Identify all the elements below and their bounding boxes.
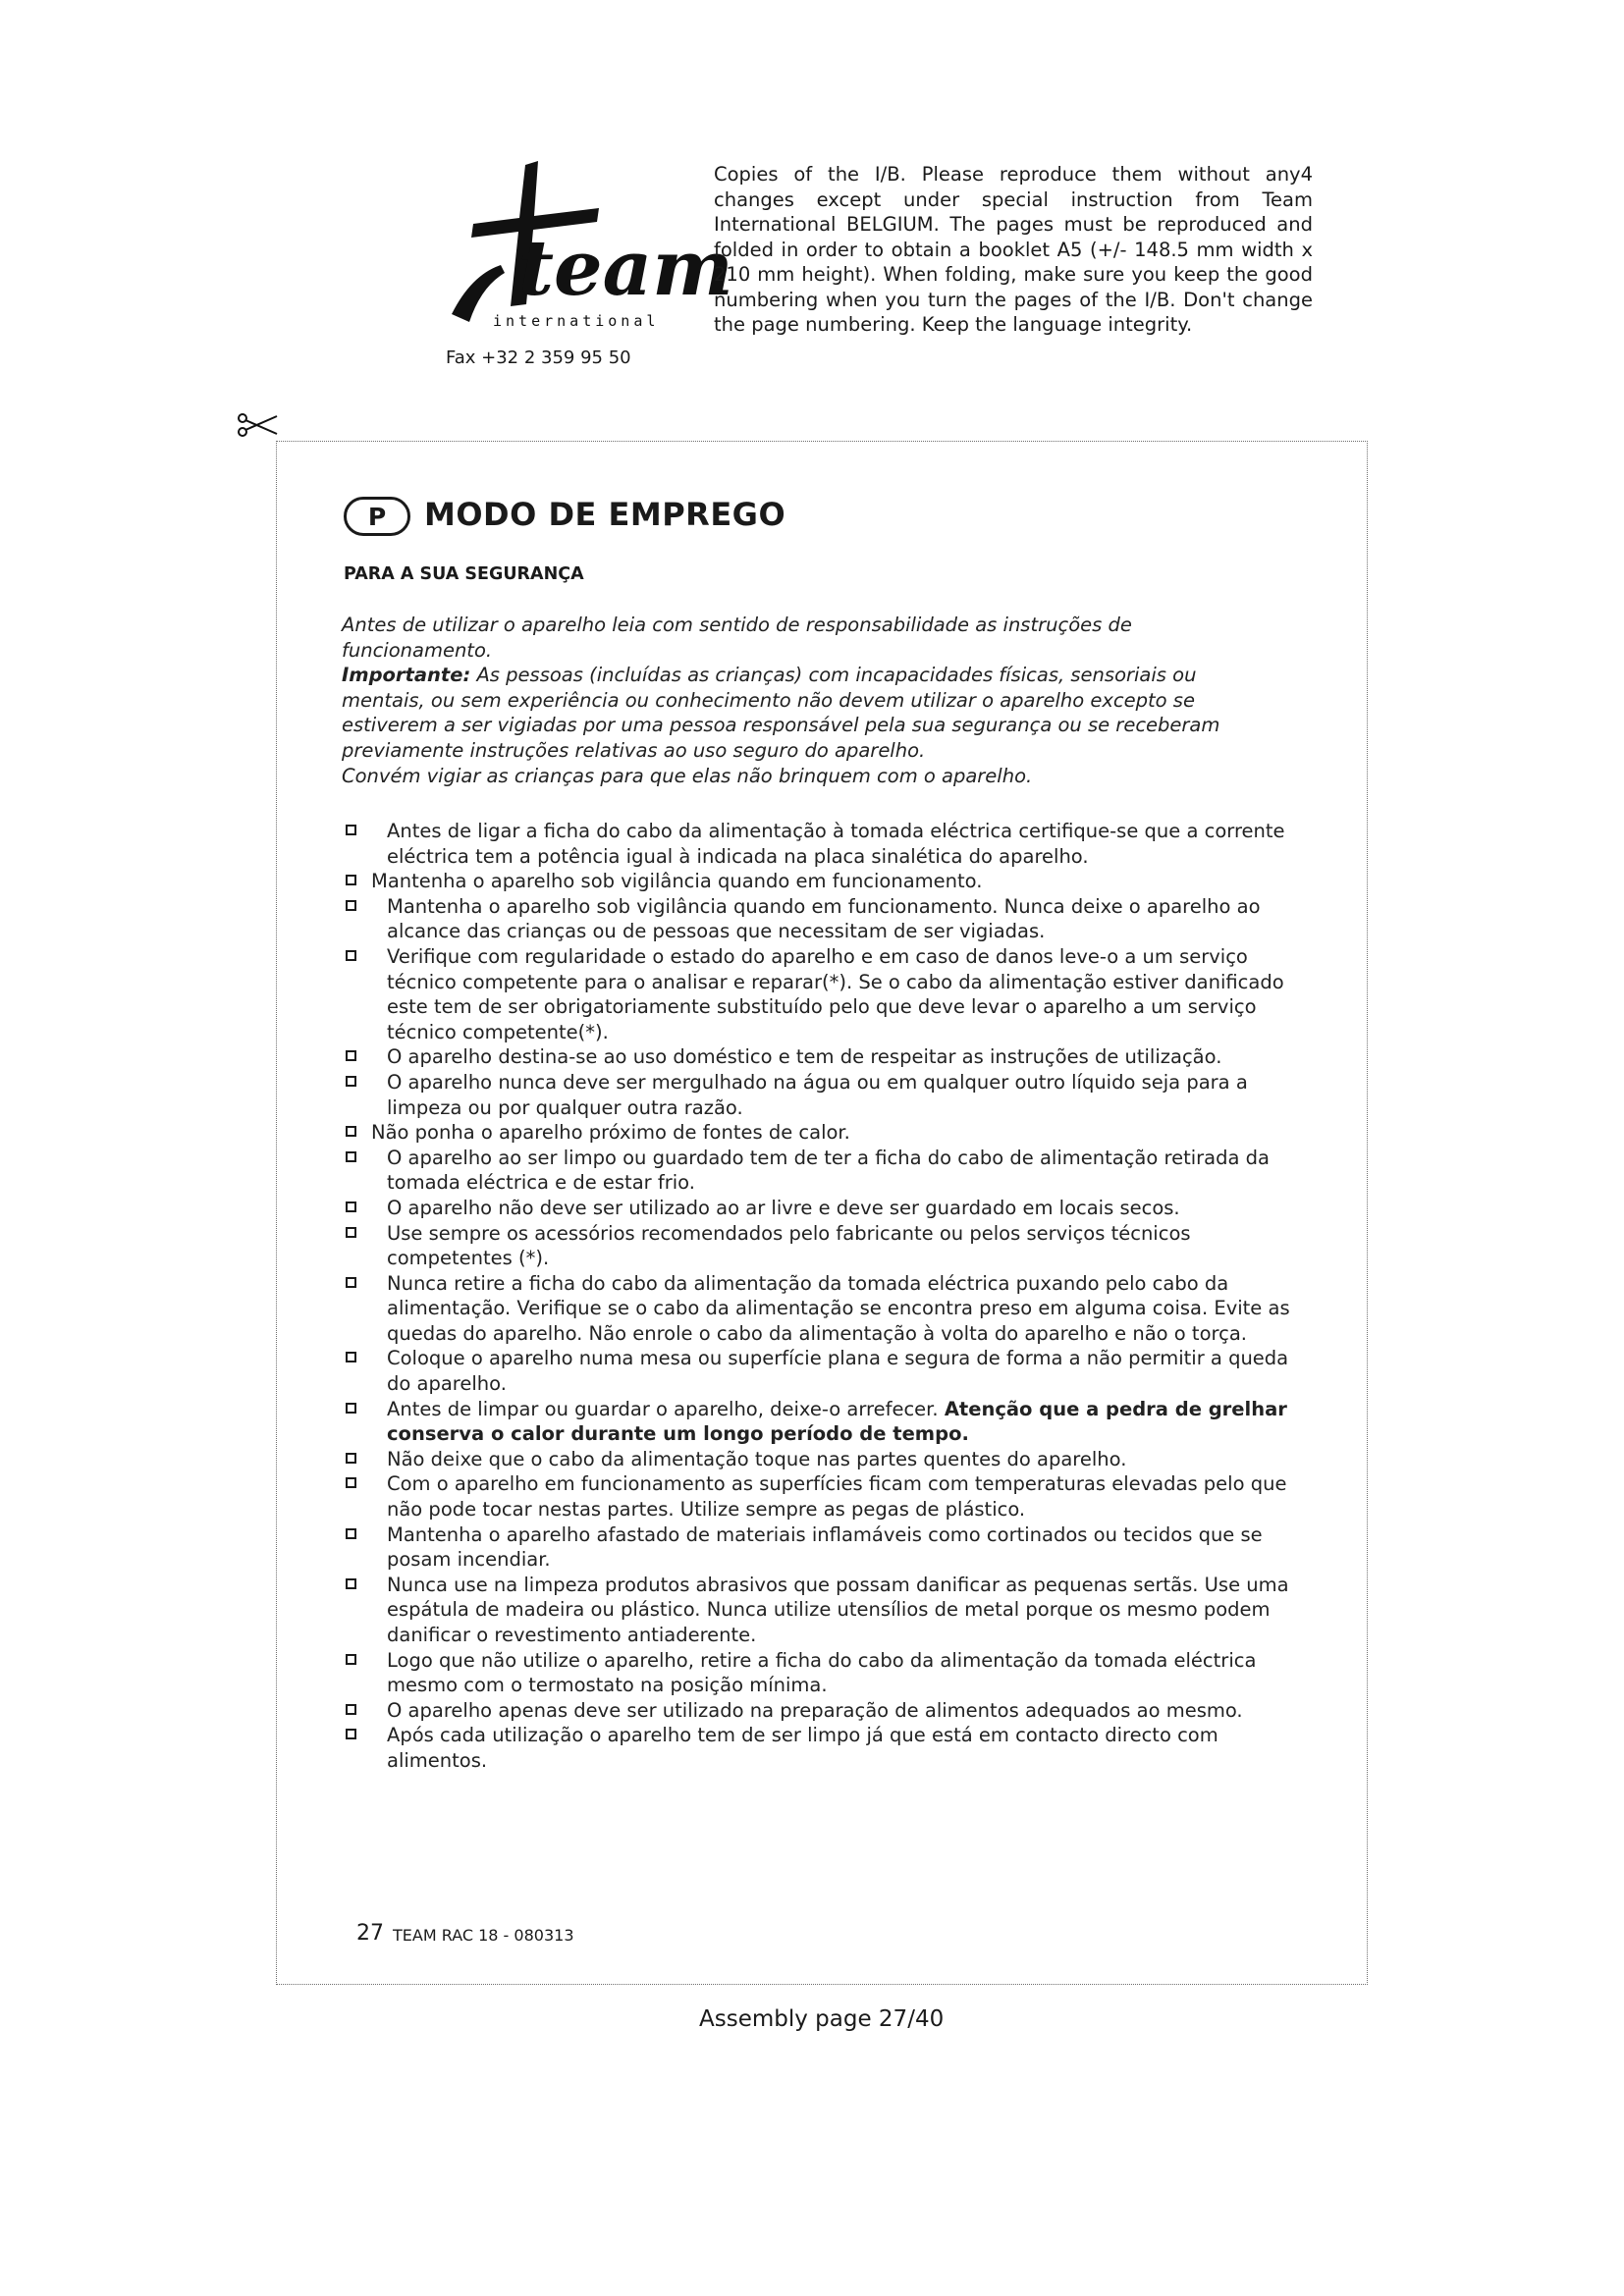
list-item: O aparelho ao ser limpo ou guardado tem de ter a ficha do cabo de alimentação retirada da tomada eléctrica e de estar frio. xyxy=(344,1146,1301,1196)
list-item: Antes de ligar a ficha do cabo da alimentação à tomada eléctrica certifique-se que a corrente eléctrica tem a potência igual à indicada na placa sinalética do aparelho. xyxy=(344,819,1301,869)
list-item: Nunca use na limpeza produtos abrasivos que possam danificar as pequenas sertãs. Use uma espátula de madeira ou plástico. Nunca utilize utensílios de metal porque os mesmo podem danificar o revestimento antiaderente. xyxy=(344,1573,1301,1648)
page-title: MODO DE EMPREGO xyxy=(424,496,786,533)
list-item: Não ponha o aparelho próximo de fontes de calor. xyxy=(344,1120,1301,1146)
checkbox-icon xyxy=(346,950,356,961)
list-item: Antes de limpar ou guardar o aparelho, deixe-o arrefecer. Atenção que a pedra de grelhar conserva o calor durante um longo período de tempo. xyxy=(344,1397,1301,1447)
fax-number: Fax +32 2 359 95 50 xyxy=(446,347,631,368)
model-code: TEAM RAC 18 - 080313 xyxy=(393,1926,574,1945)
intro-text xyxy=(342,613,1284,788)
list-item: Nunca retire a ficha do cabo da alimentação da tomada eléctrica puxando pelo cabo da alimentação. Verifique se o cabo da alimentação se encontra preso em alguma coisa. Evite as quedas do aparelho. Não enrole o cabo da alimentação à volta do aparelho e não o torça. xyxy=(344,1271,1301,1347)
intro-paragraph: Antes de utilizar o aparelho leia com sentido de responsabilidade as instruções de funcionamento. xyxy=(342,614,1132,662)
checkbox-icon xyxy=(346,1227,356,1238)
scissors-icon xyxy=(236,410,279,440)
list-item: O aparelho nunca deve ser mergulhado na água ou em qualquer outro líquido seja para a limpeza ou por qualquer outra razão. xyxy=(344,1070,1301,1120)
list-item: Mantenha o aparelho afastado de materiais inflamáveis como cortinados ou tecidos que se posam incendiar. xyxy=(344,1522,1301,1573)
list-item: Mantenha o aparelho sob vigilância quando em funcionamento. Nunca deixe o aparelho ao alcance das crianças ou de pessoas que necessitam de ser vigiadas. xyxy=(344,894,1301,944)
important-paragraph xyxy=(342,663,1284,763)
list-item: O aparelho não deve ser utilizado ao ar livre e deve ser guardado em locais secos. xyxy=(344,1196,1301,1221)
checkbox-icon xyxy=(346,1126,356,1137)
checkbox-icon xyxy=(346,1528,356,1539)
list-item: Logo que não utilize o aparelho, retire a ficha do cabo da alimentação da tomada eléctrica mesmo com o termostato na posição mínima. xyxy=(344,1648,1301,1698)
checkbox-icon xyxy=(346,1050,356,1061)
list-item: Após cada utilização o aparelho tem de ser limpo já que está em contacto directo com alimentos. xyxy=(344,1723,1301,1773)
checkbox-icon xyxy=(346,1403,356,1414)
list-item: Não deixe que o cabo da alimentação toque nas partes quentes do aparelho. xyxy=(344,1447,1301,1472)
list-item: Com o aparelho em funcionamento as superfícies ficam com temperaturas elevadas pelo que não pode tocar nestas partes. Utilize sempre as pegas de plástico. xyxy=(344,1471,1301,1522)
checkbox-icon xyxy=(346,1151,356,1162)
checkbox-icon xyxy=(346,1453,356,1464)
language-badge: P xyxy=(344,497,410,536)
checkbox-icon xyxy=(346,1076,356,1087)
checkbox-icon xyxy=(346,1729,356,1739)
logo-wordmark: team xyxy=(518,224,733,313)
assembly-page: Assembly page 27/40 xyxy=(699,2006,945,2032)
reproduction-notice: Copies of the I/B. Please reproduce them without any4 changes except under special instruction from Team International BELGIUM. The pages must be reproduced and folded in order to obtain a booklet A5 (+/- 148.5 mm width x 210 mm height). When folding, make sure you keep the good numbering when you turn the pages of the I/B. Don't change the page numbering. Keep the language integrity. xyxy=(714,163,1313,336)
page-number: 27 xyxy=(356,1921,384,1946)
checkbox-icon xyxy=(346,1477,356,1488)
team-international-logo xyxy=(432,157,733,344)
list-item: Mantenha o aparelho sob vigilância quando em funcionamento. xyxy=(344,869,1301,894)
list-item: Use sempre os acessórios recomendados pelo fabricante ou pelos serviços técnicos competentes (*). xyxy=(344,1221,1301,1271)
checkbox-icon xyxy=(346,1704,356,1715)
checkbox-icon xyxy=(346,1277,356,1288)
checkbox-icon xyxy=(346,875,356,885)
section-title: PARA A SUA SEGURANÇA xyxy=(344,564,584,584)
list-item: Coloque o aparelho numa mesa ou superfície plana e segura de forma a não permitir a queda do aparelho. xyxy=(344,1346,1301,1396)
checkbox-icon xyxy=(346,1654,356,1665)
checkbox-icon xyxy=(346,900,356,911)
children-warning: Convém vigiar as crianças para que elas não brinquem com o aparelho. xyxy=(342,764,1033,787)
safety-list xyxy=(344,819,1301,1774)
grill-stone-warning: Atenção que a pedra de grelhar conserva o calor durante um longo período de tempo. xyxy=(387,1397,1287,1446)
important-label: Importante: xyxy=(342,664,471,687)
list-item: O aparelho apenas deve ser utilizado na preparação de alimentos adequados ao mesmo. xyxy=(344,1698,1301,1724)
list-item: Verifique com regularidade o estado do aparelho e em caso de danos leve-o a um serviço técnico competente para o analisar e reparar(*). Se o cabo da alimentação estiver danificado este tem de ser obrigatoriamente substituído pelo que deve levar o aparelho a um serviço técnico competente(*). xyxy=(344,944,1301,1044)
list-item: O aparelho destina-se ao uso doméstico e tem de respeitar as instruções de utilização. xyxy=(344,1044,1301,1070)
checkbox-icon xyxy=(346,825,356,835)
logo-subtitle: international xyxy=(493,312,660,330)
checkbox-icon xyxy=(346,1201,356,1212)
checkbox-icon xyxy=(346,1578,356,1589)
checkbox-icon xyxy=(346,1352,356,1362)
important-text: As pessoas (incluídas as crianças) com incapacidades físicas, sensoriais ou mentais, ou sem experiência ou conhecimento não devem utilizar o aparelho excepto se estiverem a ser vigiadas por uma pessoa responsável pela sua segurança ou se receberam previamente instruções relativas ao uso seguro do aparelho. xyxy=(342,664,1220,762)
